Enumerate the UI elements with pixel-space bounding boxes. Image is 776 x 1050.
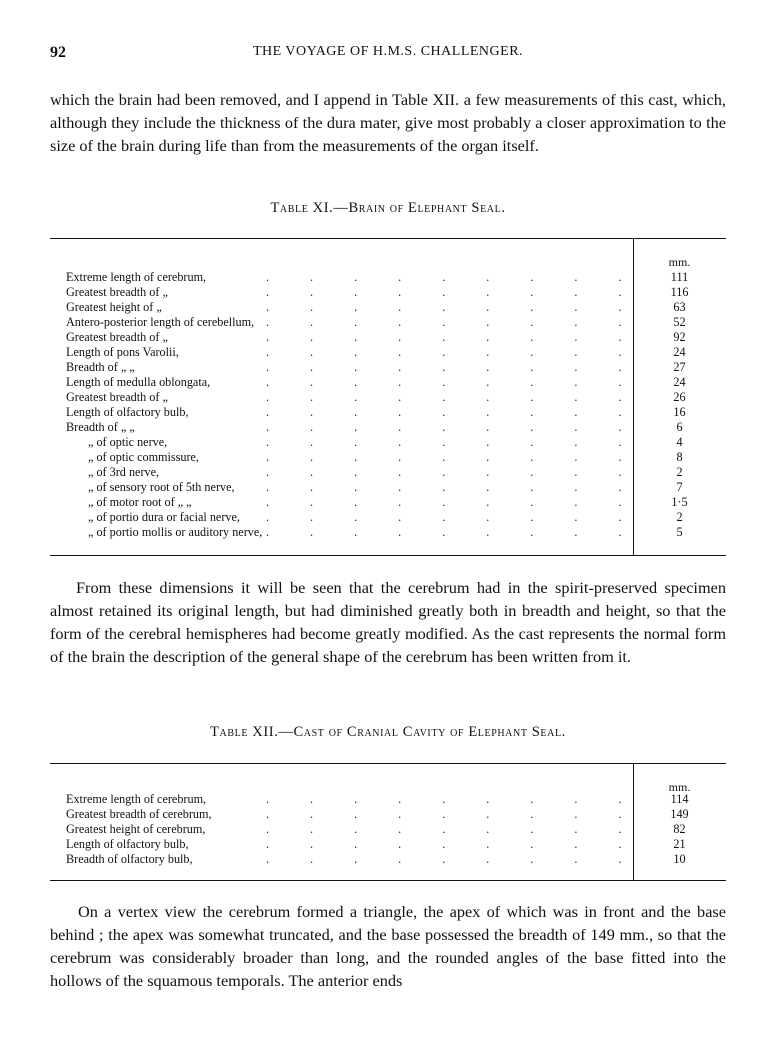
row-label: Antero-posterior length of cerebellum, xyxy=(66,315,255,329)
leader-dots: ......... xyxy=(266,450,663,464)
row-label: „ of portio dura or facial nerve, xyxy=(88,510,240,524)
row-label: Length of medulla oblongata, xyxy=(66,375,211,389)
table-row xyxy=(66,420,726,435)
leader-dots: ......... xyxy=(266,465,663,479)
leader-dots: ......... xyxy=(266,405,663,419)
leader-dots: ......... xyxy=(266,270,663,284)
table-row xyxy=(66,510,726,525)
row-value: 82 xyxy=(673,822,686,836)
table-row xyxy=(66,375,726,390)
leader-dots: ......... xyxy=(266,360,663,374)
row-value: 7 xyxy=(676,480,683,494)
table-row xyxy=(66,852,726,867)
table-xi-rows xyxy=(66,270,726,540)
row-label: Length of olfactory bulb, xyxy=(66,837,189,851)
row-label: Greatest height of cerebrum, xyxy=(66,822,206,836)
row-value: 21 xyxy=(673,837,686,851)
row-value: 2 xyxy=(676,510,683,524)
leader-dots: ......... xyxy=(266,807,663,821)
row-value: 114 xyxy=(670,792,689,806)
row-label: Length of pons Varolii, xyxy=(66,345,179,359)
table-row xyxy=(66,270,726,285)
table-xii-title: Table XII.—Cast of Cranial Cavity of Elephant Seal. xyxy=(210,724,566,740)
table-xi xyxy=(50,238,726,556)
leader-dots: ......... xyxy=(266,390,663,404)
row-value: 8 xyxy=(676,450,683,464)
row-label: Greatest breadth of „ xyxy=(66,330,168,344)
row-value: 10 xyxy=(673,852,686,866)
leader-dots: ......... xyxy=(266,300,663,314)
table-row xyxy=(66,480,726,495)
table-xii-rows xyxy=(66,792,726,867)
running-title: THE VOYAGE OF H.M.S. CHALLENGER. xyxy=(252,44,524,59)
row-label: Greatest height of „ xyxy=(66,300,162,314)
table-row xyxy=(66,390,726,405)
leader-dots: ......... xyxy=(266,315,663,329)
row-label: „ of 3rd nerve, xyxy=(88,465,160,479)
row-value: 5 xyxy=(676,525,683,539)
table-row xyxy=(66,360,726,375)
row-label: Greatest breadth of „ xyxy=(66,285,168,299)
paragraph-dimensions xyxy=(50,576,726,668)
row-value: 2 xyxy=(676,465,683,479)
row-label: Greatest breadth of „ xyxy=(66,390,168,404)
row-value: 4 xyxy=(676,435,683,449)
table-row xyxy=(66,525,726,540)
unit-header: mm. xyxy=(668,780,691,794)
table-row xyxy=(66,450,726,465)
row-label: Extreme length of cerebrum, xyxy=(66,792,207,806)
row-value: 16 xyxy=(673,405,686,419)
leader-dots: ......... xyxy=(266,330,663,344)
leader-dots: ......... xyxy=(266,435,663,449)
leader-dots: ......... xyxy=(266,792,663,806)
leader-dots: ......... xyxy=(266,285,663,299)
unit-header: mm. xyxy=(668,255,691,269)
leader-dots: ......... xyxy=(266,495,663,509)
table-row xyxy=(66,792,726,807)
row-label: „ of sensory root of 5th nerve, xyxy=(88,480,235,494)
paragraph-dimensions-text: From these dimensions it will be seen that the cerebrum had in the spirit-preserved specimen almost retained its original length, but had diminished greatly both in breadth and height, so that the form of the cerebral hemispheres had become greatly modified. As the cast represents the normal form of the brain the description of the general shape of the cerebrum has been written from it. xyxy=(50,578,726,666)
row-value: 52 xyxy=(673,315,686,329)
leader-dots: ......... xyxy=(266,420,663,434)
table-row xyxy=(66,330,726,345)
leader-dots: ......... xyxy=(266,837,663,851)
row-value: 92 xyxy=(673,330,686,344)
row-label: Greatest breadth of cerebrum, xyxy=(66,807,212,821)
leader-dots: ......... xyxy=(266,525,663,539)
row-value: 111 xyxy=(670,270,689,284)
row-label: „ of portio mollis or auditory nerve, xyxy=(88,525,263,539)
table-row xyxy=(66,435,726,450)
row-label: Length of olfactory bulb, xyxy=(66,405,189,419)
row-value: 6 xyxy=(676,420,683,434)
row-label: Breadth of olfactory bulb, xyxy=(66,852,193,866)
table-row xyxy=(66,837,726,852)
row-value: 1·5 xyxy=(671,495,688,509)
row-value: 63 xyxy=(673,300,686,314)
row-label: Extreme length of cerebrum, xyxy=(66,270,207,284)
table-row xyxy=(66,315,726,330)
row-label: Breadth of „ „ xyxy=(66,420,135,434)
page-number: 92 xyxy=(50,44,66,61)
paragraph-vertex-view-text: On a vertex view the cerebrum formed a triangle, the apex of which was in front and the base behind ; the apex was somewhat truncated, and the base possessed the breadth of 149 mm., so that the cerebrum was considerably broader than long, and the rounded angles of the base fitted into the hollows of the squamous temporals. The anterior ends xyxy=(50,902,726,990)
paragraph-vertex-view xyxy=(50,900,726,992)
table-row xyxy=(66,345,726,360)
table-row xyxy=(66,465,726,480)
row-label: Breadth of „ „ xyxy=(66,360,135,374)
table-row xyxy=(66,300,726,315)
table-row xyxy=(66,822,726,837)
paragraph-intro xyxy=(50,88,726,157)
row-value: 116 xyxy=(670,285,689,299)
table-xii xyxy=(50,763,726,881)
table-row xyxy=(66,807,726,822)
leader-dots: ......... xyxy=(266,852,663,866)
row-value: 149 xyxy=(670,807,689,821)
row-value: 27 xyxy=(673,360,686,374)
page-header xyxy=(50,44,726,64)
leader-dots: ......... xyxy=(266,345,663,359)
leader-dots: ......... xyxy=(266,375,663,389)
table-xi-title: Table XI.—Brain of Elephant Seal. xyxy=(270,200,506,216)
row-label: „ of optic commissure, xyxy=(88,450,200,464)
table-row xyxy=(66,495,726,510)
row-value: 24 xyxy=(673,375,686,389)
row-value: 24 xyxy=(673,345,686,359)
row-value: 26 xyxy=(673,390,686,404)
leader-dots: ......... xyxy=(266,822,663,836)
row-label: „ of optic nerve, xyxy=(88,435,168,449)
leader-dots: ......... xyxy=(266,510,663,524)
table-row xyxy=(66,285,726,300)
paragraph-intro-text: which the brain had been removed, and I append in Table XII. a few measurements of this cast, which, although they include the thickness of the dura mater, give most probably a closer approximation to the size of the brain during life than from the measurements of the organ itself. xyxy=(50,90,726,155)
row-label: „ of motor root of „ „ xyxy=(88,495,192,509)
table-row xyxy=(66,405,726,420)
leader-dots: ......... xyxy=(266,480,663,494)
